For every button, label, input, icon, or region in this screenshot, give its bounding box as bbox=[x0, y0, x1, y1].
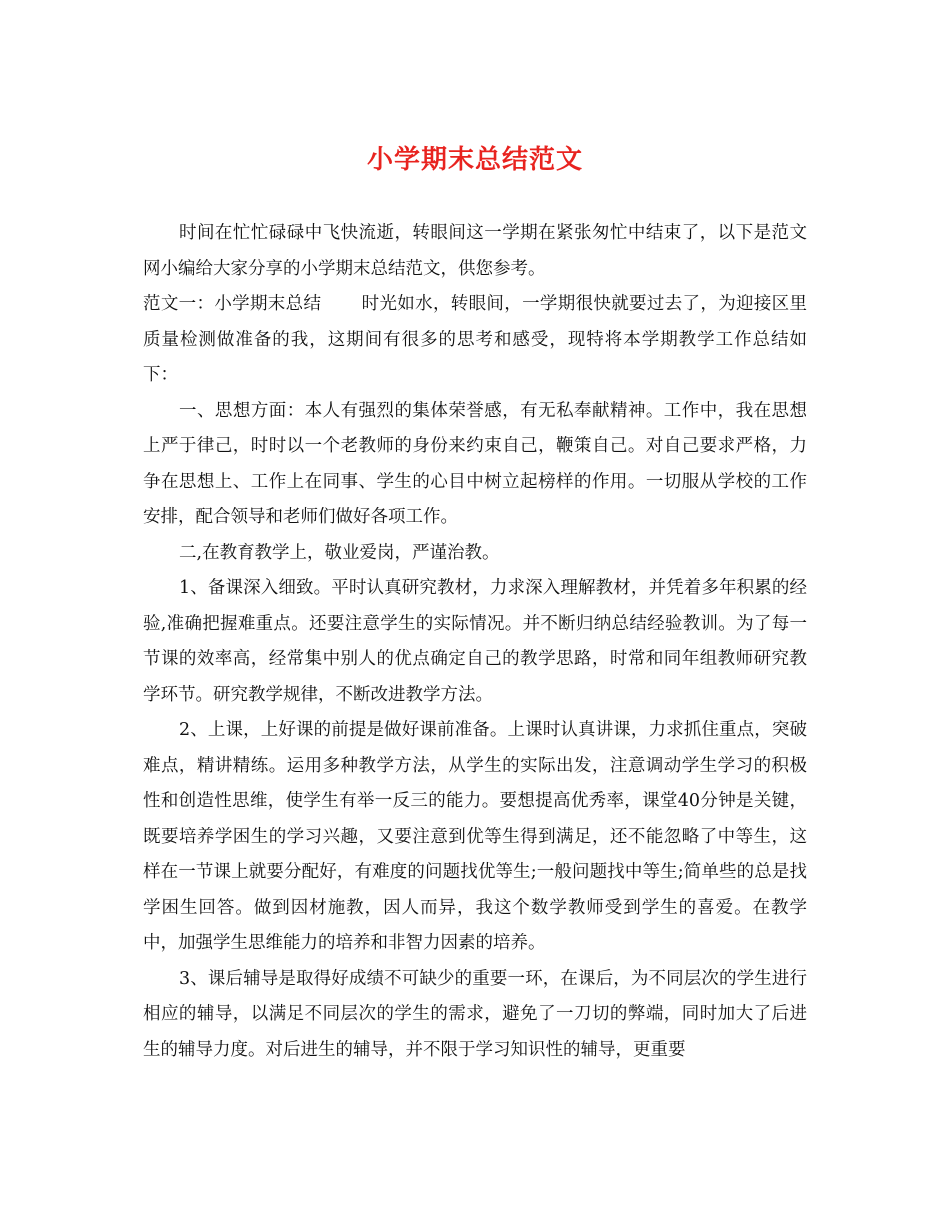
document-body bbox=[143, 216, 807, 1068]
paragraph-tutoring: 3、课后辅导是取得好成绩不可缺少的重要一环，在课后，为不同层次的学生进行相应的辅导，以满足不同层次的学生的需求，避免了一刀切的弊端，同时加大了后进生的辅导力度。对后进生的辅导，并不限于学习知识性的辅导，更重要 bbox=[143, 968, 807, 1060]
document-title: 小学期末总结范文 bbox=[366, 145, 583, 175]
paragraph-lesson-prep: 1、备课深入细致。平时认真研究教材，力求深入理解教材，并凭着多年积累的经验,准确把握难重点。还要注意学生的实际情况。并不断归纳总结经验教训。为了每一节课的效率高，经常集中别人的优点确定自己的教学思路，时常和同年组教师研究教学环节。研究教学规律，不断改进教学方法。 bbox=[143, 578, 807, 705]
paragraph-class: 2、上课，上好课的前提是做好课前准备。上课时认真讲课，力求抓住重点，突破难点，精讲精练。运用多种教学方法，从学生的实际出发，注意调动学生学习的积极性和创造性思维，使学生有举一反三的能力。要想提高优秀率，课堂40分钟是关键，既要培养学困生的学习兴趣，又要注意到优等生得到满足，还不能忽略了中等生，这样在一节课上就要分配好，有难度的问题找优等生;一般问题找中等生;简单些的总是找学困生回答。做到因材施教，因人而异，我这个数学教师受到学生的喜爱。在教学中，加强学生思维能力的培养和非智力因素的培养。 bbox=[143, 720, 807, 953]
paragraph-intro: 时间在忙忙碌碌中飞快流逝，转眼间这一学期在紧张匆忙中结束了，以下是范文网小编给大家分享的小学期末总结范文，供您参考。 bbox=[143, 223, 807, 279]
sample-heading: 范文一：小学期末总结 bbox=[143, 294, 322, 314]
sample-intro-text: 时光如水，转眼间，一学期很快就要过去了，为迎接区里质量检测做准备的我，这期间有很多的思考和感受，现特将本学期教学工作总结如下： bbox=[143, 294, 808, 385]
paragraph-sample-one bbox=[143, 287, 807, 394]
paragraph-thought: 一、思想方面：本人有强烈的集体荣誉感，有无私奉献精神。工作中，我在思想上严于律己，时时以一个老教师的身份来约束自己，鞭策自己。对自己要求严格，力争在思想上、工作上在同事、学生的心目中树立起榜样的作用。一切服从学校的工作安排，配合领导和老师们做好各项工作。 bbox=[143, 400, 807, 527]
paragraph-teaching: 二,在教育教学上，敬业爱岗，严谨治教。 bbox=[179, 542, 500, 563]
